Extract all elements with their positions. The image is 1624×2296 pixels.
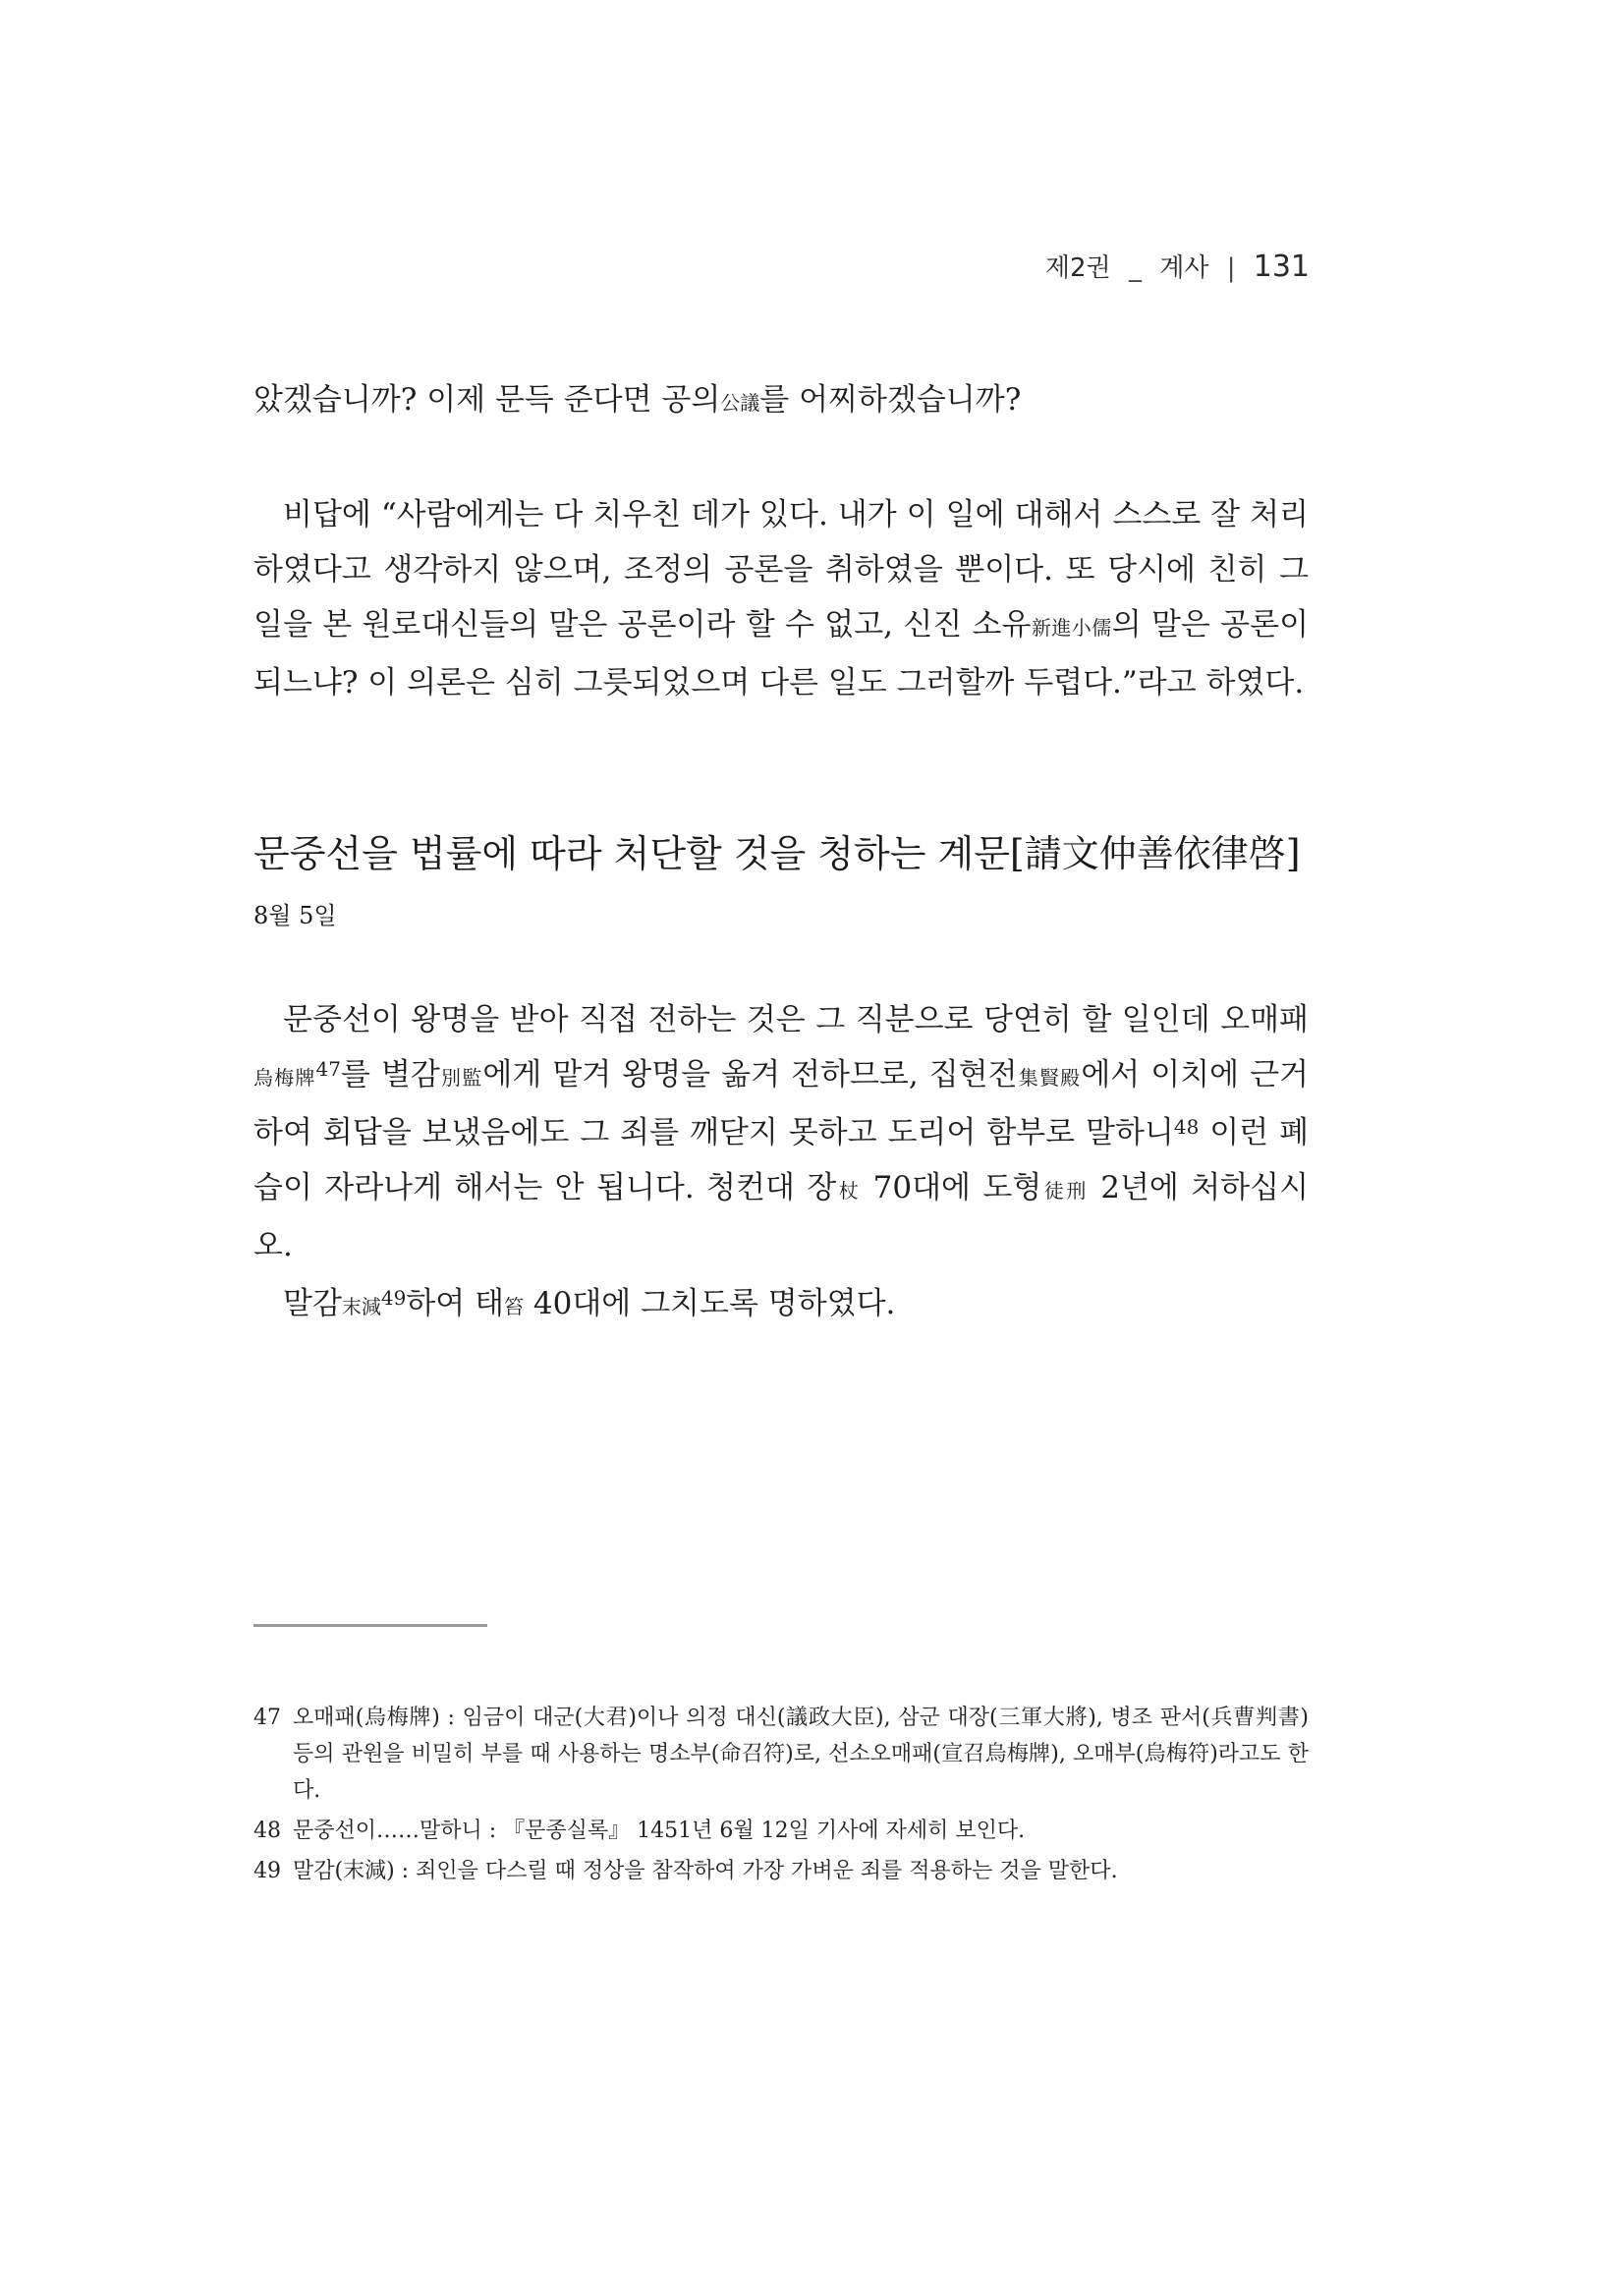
page-number: 131 bbox=[1253, 250, 1310, 284]
hanja-gloss: 杖 bbox=[836, 1179, 862, 1203]
royal-answer-paragraph bbox=[253, 487, 1309, 710]
memorial-paragraph bbox=[253, 992, 1309, 1273]
hanja-gloss: 笞 bbox=[504, 1295, 525, 1318]
section-heading bbox=[253, 825, 1309, 944]
footnote-47 bbox=[253, 1700, 1309, 1809]
footnote-divider bbox=[253, 1624, 487, 1627]
text-run: 를 별감 bbox=[341, 1057, 440, 1092]
text-run: 70대에 도형 bbox=[861, 1170, 1042, 1205]
text-run: 말감 bbox=[283, 1286, 342, 1321]
footnote-ref-47[interactable]: 47 bbox=[315, 1057, 341, 1081]
footnote-number: 47 bbox=[253, 1706, 281, 1730]
footnote-number: 48 bbox=[253, 1819, 281, 1843]
text-run: 를 어찌하겠습니까? bbox=[759, 382, 1022, 418]
section-title: 문중선을 법률에 따라 처단할 것을 청하는 계문[請文仲善依律啓] bbox=[253, 832, 1301, 875]
section-date: 8월 5일 bbox=[253, 902, 337, 929]
footnote-ref-48[interactable]: 48 bbox=[1173, 1115, 1200, 1139]
hanja-gloss: 末減 bbox=[341, 1295, 381, 1318]
text-run: 에게 맡겨 왕명을 옮겨 전하므로, 집현전 bbox=[482, 1057, 1018, 1092]
header-bar: | bbox=[1226, 253, 1236, 283]
text-run: 40대에 그치도록 명하였다. bbox=[524, 1286, 896, 1321]
text-run: 비답에 “사람에게는 다 치우친 데가 있다. 내가 이 일에 대해서 스스로 잘 처리하였다고 생각하지 않으며, 조정의 공론을 취하였을 뿐이다. 또 당시에 친히 그 일을 본 원로대신들의 말은 공론이라 할 수 없고, 신진 소유 bbox=[253, 497, 1309, 643]
continued-paragraph bbox=[253, 373, 1309, 429]
text-run: 이런 폐습이 자라나게 해서는 안 됩니다. 청컨대 장 bbox=[253, 1115, 1310, 1205]
header-separator: _ bbox=[1128, 253, 1142, 283]
text-run: 의 말은 공론이 되느냐? 이 의론은 심히 그릇되었으며 다른 일도 그러할까 두렵다.”라고 하였다. bbox=[253, 607, 1310, 700]
text-run: 하여 태 bbox=[406, 1286, 505, 1321]
text-run: 에서 이치에 근거하여 회답을 보냈음에도 그 죄를 깨닫지 못하고 도리어 함부로 말하니 bbox=[253, 1057, 1310, 1150]
running-header bbox=[1045, 248, 1310, 284]
text-run: 았겠습니까? 이제 문득 준다면 공의 bbox=[253, 382, 721, 418]
hanja-gloss: 新進小儒 bbox=[1031, 616, 1112, 640]
footnote-ref-49[interactable]: 49 bbox=[380, 1286, 407, 1310]
footnote-49 bbox=[253, 1853, 1309, 1889]
text-run: 2년에 처하십시오. bbox=[253, 1170, 1310, 1263]
footnote-48 bbox=[253, 1813, 1309, 1849]
section-label: 계사 bbox=[1159, 253, 1209, 283]
footnote-number: 49 bbox=[253, 1859, 281, 1883]
decision-paragraph bbox=[253, 1277, 1309, 1333]
footnotes bbox=[253, 1700, 1309, 1893]
hanja-gloss: 別監 bbox=[439, 1066, 483, 1090]
footnote-text: 오매패(烏梅牌) : 임금이 대군(大君)이나 의정 대신(議政大臣), 삼군 대장(三軍大將), 병조 판서(兵曹判書) 등의 관원을 비밀히 부를 때 사용하는 명소부(命召符)로, 선소오매패(宣召烏梅牌), 오매부(烏梅符)라고도 한다. bbox=[293, 1706, 1309, 1803]
hanja-gloss: 徒刑 bbox=[1041, 1179, 1089, 1203]
footnote-text: 문중선이……말하니 : 『문종실록』 1451년 6월 12일 기사에 자세히 보인다. bbox=[293, 1819, 1026, 1843]
footnote-text: 말감(末減) : 죄인을 다스릴 때 정상을 참작하여 가장 가벼운 죄를 적용하는 것을 말한다. bbox=[293, 1859, 1118, 1883]
hanja-gloss: 烏梅牌 bbox=[253, 1066, 316, 1090]
hanja-gloss: 集賢殿 bbox=[1017, 1066, 1082, 1090]
volume-label: 제2권 bbox=[1044, 253, 1111, 283]
text-run: 문중선이 왕명을 받아 직접 전하는 것은 그 직분으로 당연히 할 일인데 오매패 bbox=[283, 1002, 1309, 1037]
hanja-gloss: 公議 bbox=[720, 391, 760, 415]
